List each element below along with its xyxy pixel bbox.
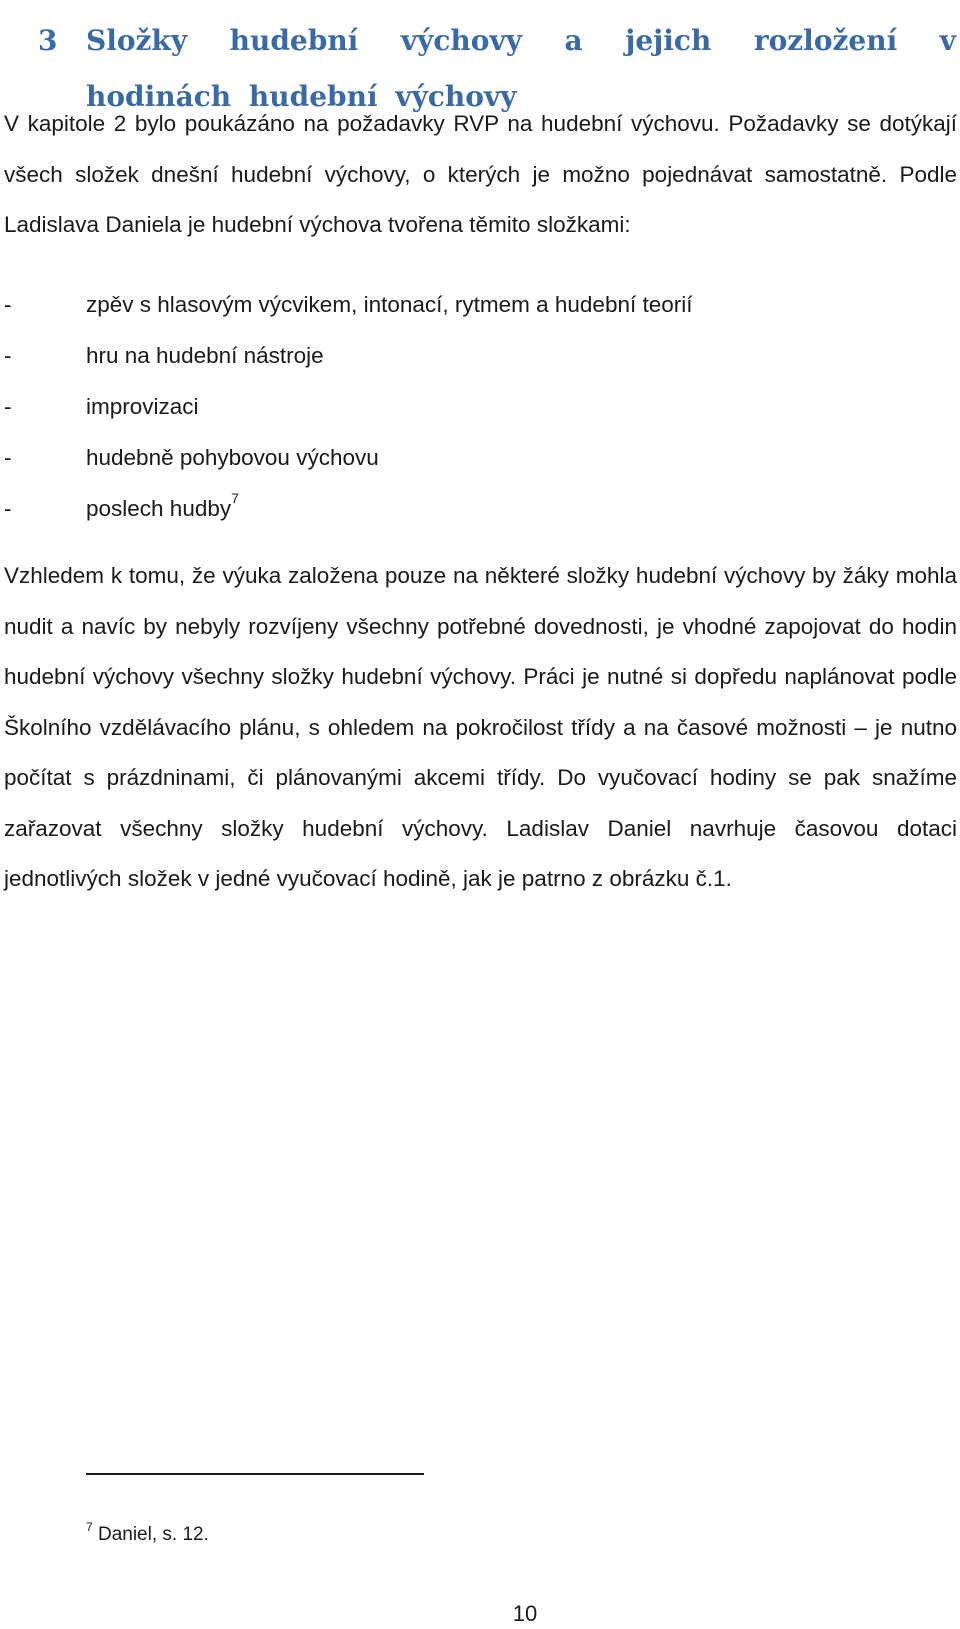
chapter-number: 3 — [38, 23, 58, 57]
paragraph-intro: V kapitole 2 bylo poukázáno na požadavky RVP na hudební výchovu. Požadavky se dotýkají všech složek dnešní hudební výchovy, o kterých je možno pojednávat samostatně. Podle Ladislava Daniela je hudební výchova tvořena těmito složkami: — [4, 111, 957, 237]
page-number: 10 — [512, 1601, 538, 1626]
list-item — [4, 483, 957, 534]
list-item-text: hudebně pohybovou výchovu — [86, 445, 379, 470]
footnote-marker: 7 — [86, 1520, 93, 1534]
footnote-separator — [86, 1473, 424, 1475]
list-bullet: - — [4, 445, 12, 470]
paragraph-body: Vzhledem k tomu, že výuka založena pouze na některé složky hudební výchovy by žáky mohla nudit a navíc by nebyly rozvíjeny všechny potřebné dovednosti, je vhodné zapojovat do hodin hudební výchovy všechny složky hudební výchovy. Práci je nutné si dopředu naplánovat podle Školního vzdělávacího plánu, s ohledem na pokročilost třídy a na časové možnosti – je nutno počítat s prázdninami, či plánovanými akcemi třídy. Do vyučovací hodiny se pak snažíme zařazovat všechny složky hudební výchovy. Ladislav Daniel navrhuje časovou dotaci jednotlivých složek v jedné vyučovací hodině, jak je patrno z obrázku č.1. — [4, 563, 957, 891]
chapter-title: Složky hudební výchovy a jejich rozložení v hodinách hudební výchovy — [86, 23, 956, 113]
list-item-text — [86, 483, 239, 534]
list-item — [4, 381, 957, 432]
list-bullet: - — [4, 343, 12, 368]
list-item — [4, 330, 957, 381]
list-item — [4, 279, 957, 330]
list-item-label: poslech hudby — [86, 496, 232, 521]
list-item-text: zpěv s hlasovým výcvikem, intonací, rytmem a hudební teorií — [86, 292, 693, 317]
list-item-text: hru na hudební nástroje — [86, 343, 324, 368]
list-item — [4, 432, 957, 483]
list-item-text: improvizaci — [86, 394, 199, 419]
footnote — [86, 1522, 209, 1548]
list-bullet: - — [4, 292, 12, 317]
footnote-text: Daniel, s. 12. — [97, 1524, 209, 1545]
list-bullet: - — [4, 394, 12, 419]
list-bullet: - — [4, 496, 12, 521]
document-page — [4, 0, 957, 1629]
components-list — [4, 279, 957, 534]
footnote-reference[interactable]: 7 — [231, 490, 239, 506]
